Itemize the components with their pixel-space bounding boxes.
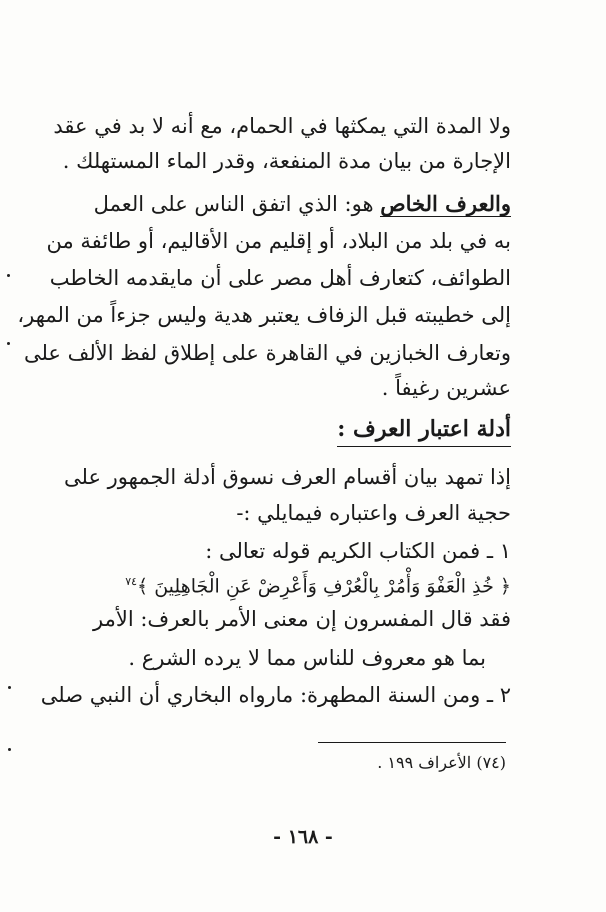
point-1: ١ ـ فمن الكتاب الكريم قوله تعالى : — [205, 539, 511, 563]
scan-speck — [8, 748, 11, 751]
quran-verse — [125, 568, 511, 600]
text-line-4: به في بلد من البلاد، أو إقليم من الأقاليم، أو طائفة من — [46, 229, 511, 253]
scan-speck — [8, 686, 11, 689]
text-line-7: وتعارف الخبازين في القاهرة على إطلاق لفظ الألف على — [23, 341, 511, 365]
text-line-3 — [93, 189, 511, 221]
text-line-1: ولا المدة التي يمكثها في الحمام، مع أنه لا بد في عقد — [53, 114, 511, 138]
text-line-6: إلى خطيبته قبل الزفاف يعتبر هدية وليس جزءاً من المهر، — [17, 303, 511, 327]
page-number: - ١٦٨ - — [273, 826, 333, 848]
footnote: (٧٤) الأعراف ١٩٩ . — [377, 753, 506, 772]
scan-speck — [7, 274, 10, 277]
text-line-2: الإجارة من بيان مدة المنفعة، وقدر الماء المستهلك . — [62, 149, 511, 173]
text-line-8: عشرين رغيفاً . — [381, 376, 511, 400]
point-2: ٢ ـ ومن السنة المطهرة: ماروا‌ه البخاري أن النبي صلى — [40, 683, 511, 707]
intro-line-1: إذا تمهد بيان أقسام العرف نسوق أدلة الجمهور على — [64, 465, 511, 489]
footnote-ref: ٧٤ — [125, 575, 138, 588]
intro-line-2: حجية العرف واعتباره فيمايلي :- — [236, 501, 511, 525]
tafsir-line-1: فقد قال المفسرون إن معنى الأمر بالعرف: الأمر — [93, 607, 511, 631]
tafsir-line-2: بما هو معروف للناس مما لا يرده الشرع . — [128, 646, 486, 670]
term-special-custom: والعرف الخاص — [380, 191, 511, 216]
term-definition: هو: الذي اتفق الناس على العمل — [93, 192, 374, 216]
footnote-divider — [318, 742, 506, 743]
text-line-5: الطوائف، كتعارف أهل مصر على أن مايقدمه الخاطب — [49, 266, 511, 290]
quran-verse-text: ﴿ خُذِ الْعَفْوَ وَأْمُرْ بِالْعُرْفِ وَأَعْرِضْ عَنِ الْجَاهِلِينَ ﴾ — [137, 575, 511, 598]
scan-speck — [7, 342, 10, 345]
section-heading: أدلة اعتبار العرف : — [337, 413, 511, 447]
